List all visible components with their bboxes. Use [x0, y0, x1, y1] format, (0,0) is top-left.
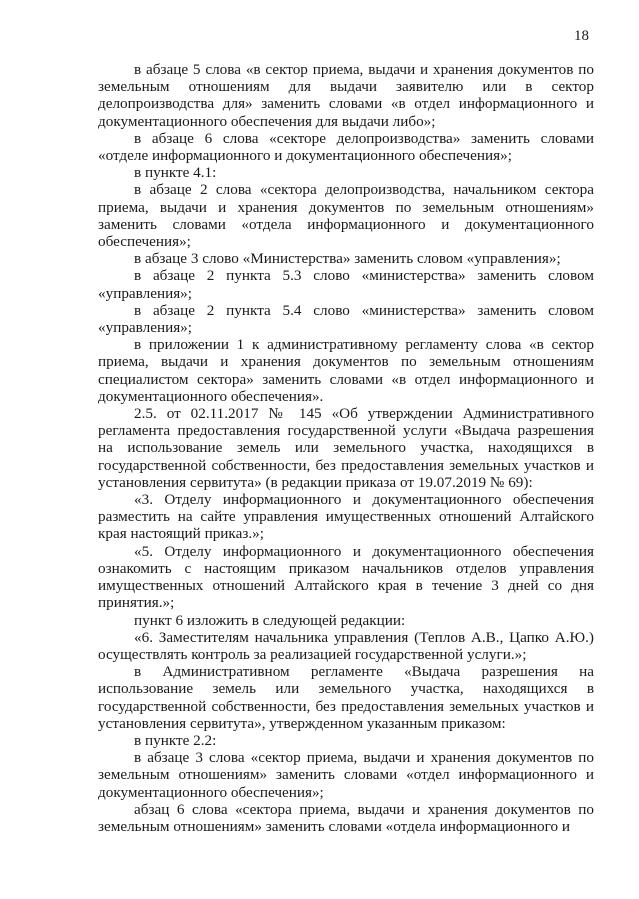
paragraph: «3. Отделу информационного и документационного обеспечения разместить на сайте управления имущественных отношений Алтайского края настоящий приказ.»;: [98, 491, 594, 543]
paragraph: пункт 6 изложить в следующей редакции:: [134, 611, 406, 629]
paragraph: в Административном регламенте «Выдача разрешения на использование земель или земельного участка, находящихся в государственной собственности, без предоставления земельных участков и установления сервитута», утвержденном указанным приказом:: [98, 663, 594, 732]
paragraph: «6. Заместителям начальника управления (Теплов А.В., Цапко А.Ю.) осуществлять контроль за реализацией государственной услуги.»;: [98, 628, 594, 663]
paragraph: абзац 6 слова «сектора приема, выдачи и хранения документов по земельным отношениям» заменить словами «отдела информационного и: [98, 800, 594, 835]
paragraph: в абзаце 2 слова «сектора делопроизводства, начальником сектора приема, выдачи и хранения документов по земельным отношениям» заменить словами «отдела информационного и документационного обеспечения»;: [98, 181, 594, 251]
paragraph: в абзаце 3 слово «Министерства» заменить словом «управления»;: [134, 250, 561, 268]
paragraph: в абзаце 6 слова «секторе делопроизводства» заменить словами «отделе информационного и документационного обеспечения»;: [98, 129, 594, 165]
paragraph: «5. Отделу информационного и документационного обеспечения ознакомить с настоящим приказом начальников отделов управления имущественных отношений Алтайского края в течение 3 дней со дня принятия.»;: [98, 542, 594, 612]
paragraph: в абзаце 2 пункта 5.3 слово «министерства» заменить словом «управления»;: [98, 267, 594, 302]
paragraph: 2.5. от 02.11.2017 № 145 «Об утверждении Административного регламента предоставления государственной услуги «Выдача разрешения на использование земель или земельного участка, находящихся в государственной собственности, без предоставления земельных участков и установления сервитута» (в редакции приказа от 19.07.2019 № 69):: [98, 405, 594, 491]
page-number: 18: [574, 28, 589, 44]
paragraph: в приложении 1 к административному регламенту слова «в сектор приема, выдачи и хранения документов по земельным отношениям специалистом сектора» заменить словами «в отдел информационного и документационного обеспечения».: [98, 336, 594, 405]
paragraph: в абзаце 2 пункта 5.4 слово «министерства» заменить словом «управления»;: [98, 301, 594, 337]
document-body: [98, 61, 594, 835]
paragraph: в пункте 2.2:: [134, 731, 217, 749]
paragraph: в пункте 4.1:: [134, 164, 217, 182]
paragraph: в абзаце 3 слова «сектор приема, выдачи и хранения документов по земельным отношениям» заменить словами «отдел информационного и документационного обеспечения»;: [98, 749, 594, 801]
paragraph: в абзаце 5 слова «в сектор приема, выдачи и хранения документов по земельным отношениям для выдачи заявителю или в сектор делопроизводства для» заменить словами «в отдел информационного и документационного обеспечения для выдачи либо»;: [98, 61, 594, 130]
